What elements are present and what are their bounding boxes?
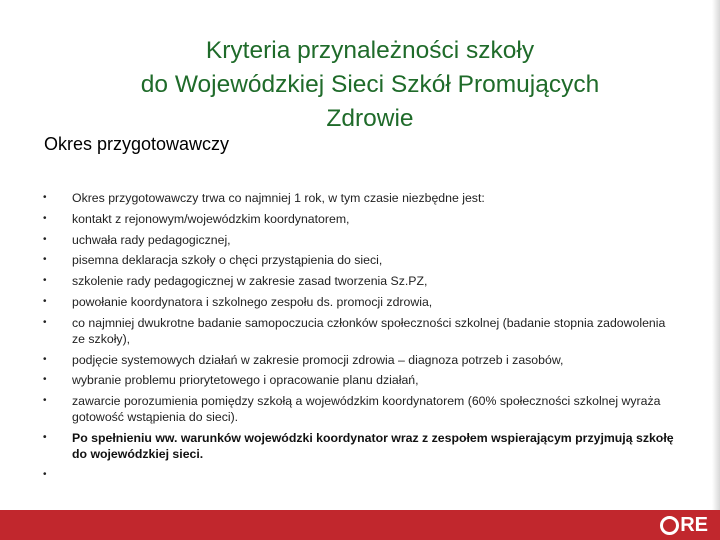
bullet-icon: • [43,254,47,266]
bullet-icon: • [43,431,47,443]
list-item [40,393,680,425]
list-item [40,273,680,289]
bullet-icon: • [43,295,47,307]
list-item-text: Po spełnieniu ww. warunków wojewódzki koordynator wraz z zespołem wspierającym przyjmują szkołę do wojewódzkiej sieci. [72,430,674,461]
list-item-text: Okres przygotowawczy trwa co najmniej 1 rok, w tym czasie niezbędne jest: [72,191,485,205]
bullet-icon: • [43,374,47,386]
list-item-text: wybranie problemu priorytetowego i opracowanie planu działań, [72,373,419,388]
list-item-text: co najmniej dwukrotne badanie samopoczucia członków społeczności szkolnej (badanie stopnia zadowolenia ze szkoły), [72,315,666,346]
bullet-icon: • [43,275,47,287]
list-item [40,372,680,388]
bullet-icon: • [43,353,47,365]
list-item-text: pisemna deklaracja szkoły o chęci przystąpienia do sieci, [72,253,383,268]
bullet-icon: • [43,316,47,328]
list-item [40,232,680,248]
bullet-icon: • [43,395,47,407]
list-item [40,252,680,268]
title-line-3: Zdrowie [326,105,414,132]
bullet-icon: • [43,212,47,224]
right-edge-shadow [712,0,720,510]
ore-logo-ring-icon [660,516,679,535]
section-heading: Okres przygotowawczy [44,134,230,154]
bullet-icon: • [43,468,47,480]
ore-logo [660,513,708,537]
list-item-text: kontakt z rejonowym/wojewódzkim koordynatorem, [72,211,350,226]
slide-title [60,34,680,136]
list-item [40,294,680,310]
list-item [40,190,680,206]
list-item [40,211,680,227]
title-line-1: Kryteria przynależności szkoły [205,37,535,64]
list-item-text: szkolenie rady pedagogicznej w zakresie zasad tworzenia Sz.PZ, [72,274,428,289]
list-item [40,315,680,347]
title-line-2: do Wojewódzkiej Sieci Szkół Promujących [140,71,600,98]
criteria-list [40,190,680,480]
bullet-icon: • [43,192,47,203]
list-item-text: powołanie koordynatora i szkolnego zespołu ds. promocji zdrowia, [72,294,433,309]
list-item-conclusion [40,430,680,462]
list-item-text: podjęcie systemowych działań w zakresie promocji zdrowia – diagnoza potrzeb i zasobów, [72,352,564,367]
list-item [40,352,680,368]
bullet-icon: • [43,233,47,245]
list-item-text: uchwała rady pedagogicznej, [72,232,231,247]
footer-bar [0,510,720,540]
logo-text: RE [680,513,708,536]
list-item-text: zawarcie porozumienia pomiędzy szkołą a wojewódzkim koordynatorem (60% społeczności szkolnej wyraża gotowość wstąpienia do sieci). [72,394,661,425]
